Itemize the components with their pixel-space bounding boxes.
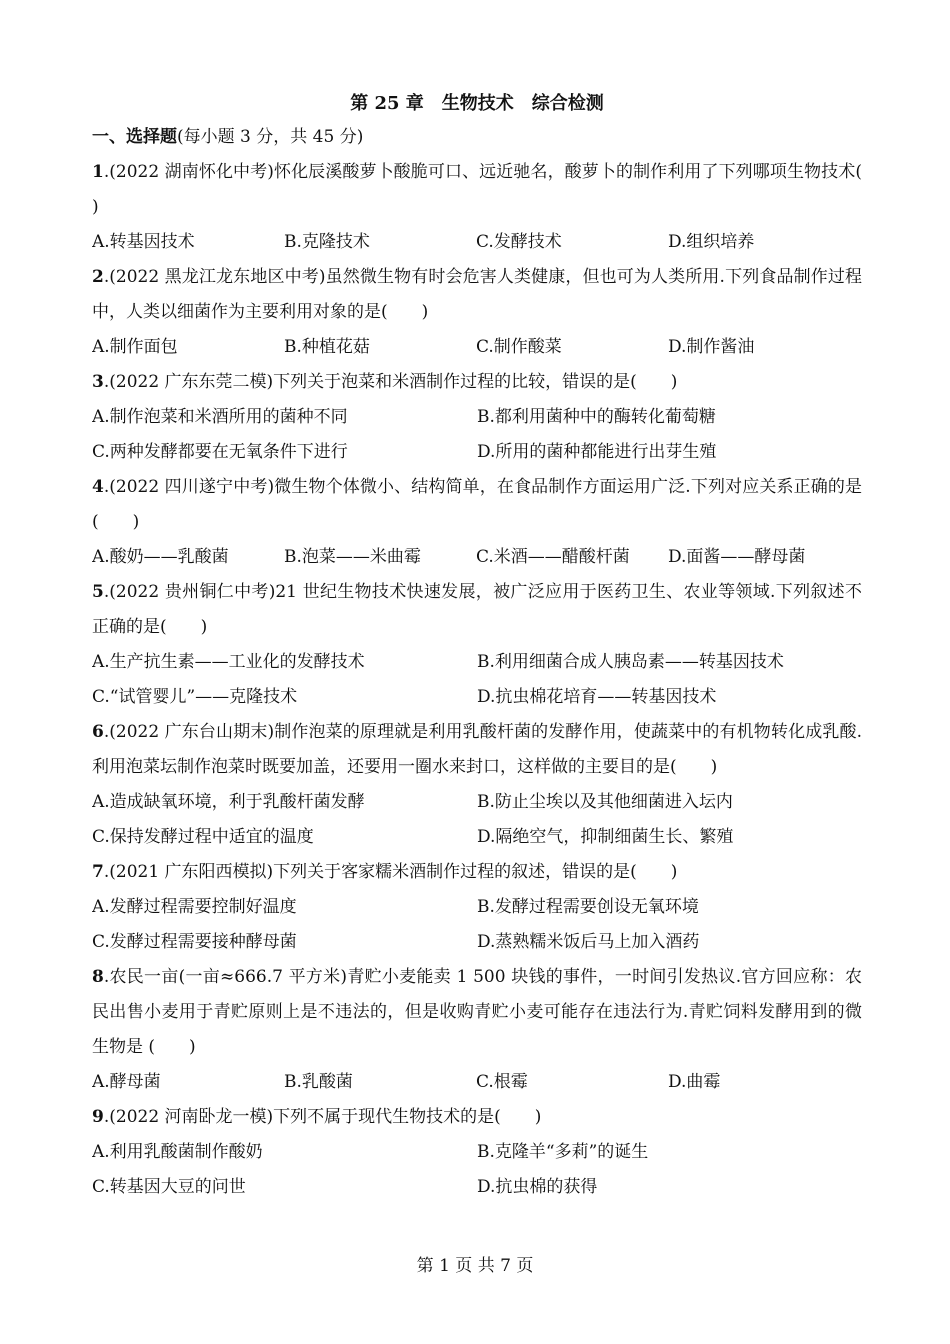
question-1 — [92, 155, 896, 260]
question-4 — [92, 470, 862, 575]
question-7 — [92, 855, 862, 960]
question-text: .(2022 黑龙江龙东地区中考)虽然微生物有时会危害人类健康，但也可为人类所用.下列食品制作过程中，人类以细菌作为主要利用对象的是( ) — [92, 267, 862, 322]
question-5 — [92, 575, 862, 715]
option-d: D.抗虫棉的获得 — [477, 1177, 598, 1197]
question-stem — [92, 260, 862, 330]
section-heading-note: (每小题 3 分，共 45 分) — [177, 127, 364, 147]
option-c: C.米酒——醋酸杆菌 — [476, 547, 630, 567]
option-d: D.曲霉 — [668, 1072, 721, 1092]
option-d: D.抗虫棉花培育——转基因技术 — [477, 687, 717, 707]
question-number: 8 — [92, 967, 104, 987]
option-group — [92, 785, 862, 855]
option-d: D.面酱——酵母菌 — [668, 547, 806, 567]
section-heading-label: 一、选择题 — [92, 127, 177, 147]
option-c: C.发酵技术 — [476, 232, 562, 252]
question-text: .(2022 四川遂宁中考)微生物个体微小、结构简单，在食品制作方面运用广泛.下列对应关系正确的是( ) — [92, 477, 862, 532]
option-a: A.利用乳酸菌制作酸奶 — [92, 1142, 263, 1162]
question-text: .(2021 广东阳西模拟)下列关于客家糯米酒制作过程的叙述，错误的是( ) — [103, 862, 678, 882]
question-number: 5 — [92, 582, 104, 602]
option-b: B.泡菜——米曲霉 — [284, 547, 421, 567]
question-text: .(2022 广东台山期末)制作泡菜的原理就是利用乳酸杆菌的发酵作用，使蔬菜中的有机物转化成乳酸.利用泡菜坛制作泡菜时既要加盖，还要用一圈水来封口，这样做的主要目的是( ) — [92, 722, 862, 777]
question-stem — [92, 960, 862, 1065]
option-d: D.制作酱油 — [668, 337, 755, 357]
option-b: B.都利用菌种中的酶转化葡萄糖 — [477, 407, 716, 427]
option-a: A.制作泡菜和米酒所用的菌种不同 — [92, 407, 348, 427]
option-a: A.发酵过程需要控制好温度 — [92, 897, 297, 917]
option-group — [92, 225, 862, 260]
option-group — [92, 1135, 862, 1205]
option-group — [92, 330, 862, 365]
option-b: B.克隆技术 — [284, 232, 370, 252]
question-number: 4 — [92, 477, 104, 497]
option-c: C.制作酸菜 — [476, 337, 562, 357]
option-d: D.组织培养 — [668, 232, 755, 252]
question-number: 7 — [92, 862, 104, 882]
option-b: B.利用细菌合成人胰岛素——转基因技术 — [477, 652, 784, 672]
page-footer: 第 1 页 共 7 页 — [416, 1256, 534, 1276]
option-a: A.酵母菌 — [92, 1072, 161, 1092]
option-b: B.防止尘埃以及其他细菌进入坛内 — [477, 792, 733, 812]
question-text: .(2022 贵州铜仁中考)21 世纪生物技术快速发展，被广泛应用于医药卫生、农业等领域.下列叙述不正确的是( ) — [92, 582, 862, 637]
question-stem — [92, 715, 862, 785]
option-c: C.根霉 — [476, 1072, 528, 1092]
question-8 — [92, 960, 862, 1100]
option-group — [92, 645, 862, 715]
option-a: A.生产抗生素——工业化的发酵技术 — [92, 652, 365, 672]
option-b: B.发酵过程需要创设无氧环境 — [477, 897, 699, 917]
page-content — [92, 88, 896, 1205]
question-text: .农民一亩(一亩≈666.7 平方米)青贮小麦能卖 1 500 块钱的事件，一时间引发热议.官方回应称：农民出售小麦用于青贮原则上是不违法的，但是收购青贮小麦可能存在违法行为.青贮饲料发酵用到的微生物是 ( ) — [92, 967, 862, 1057]
question-stem — [92, 155, 896, 225]
question-text: .(2022 河南卧龙一模)下列不属于现代生物技术的是( ) — [103, 1107, 542, 1127]
question-stem — [92, 855, 862, 890]
question-text: .(2022 广东东莞二模)下列关于泡菜和米酒制作过程的比较，错误的是( ) — [103, 372, 678, 392]
option-group — [92, 540, 862, 575]
option-d: D.隔绝空气，抑制细菌生长、繁殖 — [477, 827, 734, 847]
option-a: A.酸奶——乳酸菌 — [92, 547, 229, 567]
question-6 — [92, 715, 862, 855]
option-a: A.造成缺氧环境，利于乳酸杆菌发酵 — [92, 792, 365, 812]
question-number: 6 — [92, 722, 104, 742]
option-c: C.发酵过程需要接种酵母菌 — [92, 932, 297, 952]
question-stem — [92, 1100, 862, 1135]
question-number: 9 — [92, 1107, 104, 1127]
question-stem — [92, 470, 862, 540]
question-text: .(2022 湖南怀化中考)怀化辰溪酸萝卜酸脆可口、远近驰名，酸萝卜的制作利用了下列哪项生物技术( ) — [92, 162, 896, 217]
option-a: A.制作面包 — [92, 337, 178, 357]
question-stem — [92, 365, 862, 400]
question-number: 1 — [92, 162, 104, 182]
option-group — [92, 1065, 862, 1100]
question-3 — [92, 365, 862, 470]
option-c: C.“试管婴儿”——克隆技术 — [92, 687, 298, 707]
option-d: D.所用的菌种都能进行出芽生殖 — [477, 442, 717, 462]
question-stem — [92, 575, 862, 645]
option-group — [92, 890, 862, 960]
option-b: B.种植花菇 — [284, 337, 370, 357]
section-heading — [92, 120, 862, 155]
question-9 — [92, 1100, 862, 1205]
option-c: C.两种发酵都要在无氧条件下进行 — [92, 442, 348, 462]
option-d: D.蒸熟糯米饭后马上加入酒药 — [477, 932, 700, 952]
question-number: 3 — [92, 372, 104, 392]
option-b: B.乳酸菌 — [284, 1072, 353, 1092]
option-a: A.转基因技术 — [92, 232, 195, 252]
option-c: C.转基因大豆的问世 — [92, 1177, 246, 1197]
question-2 — [92, 260, 862, 365]
page-title: 第 25 章 生物技术 综合检测 — [350, 93, 604, 114]
option-b: B.克隆羊“多莉”的诞生 — [477, 1142, 649, 1162]
option-c: C.保持发酵过程中适宜的温度 — [92, 827, 314, 847]
question-number: 2 — [92, 267, 104, 287]
option-group — [92, 400, 862, 470]
